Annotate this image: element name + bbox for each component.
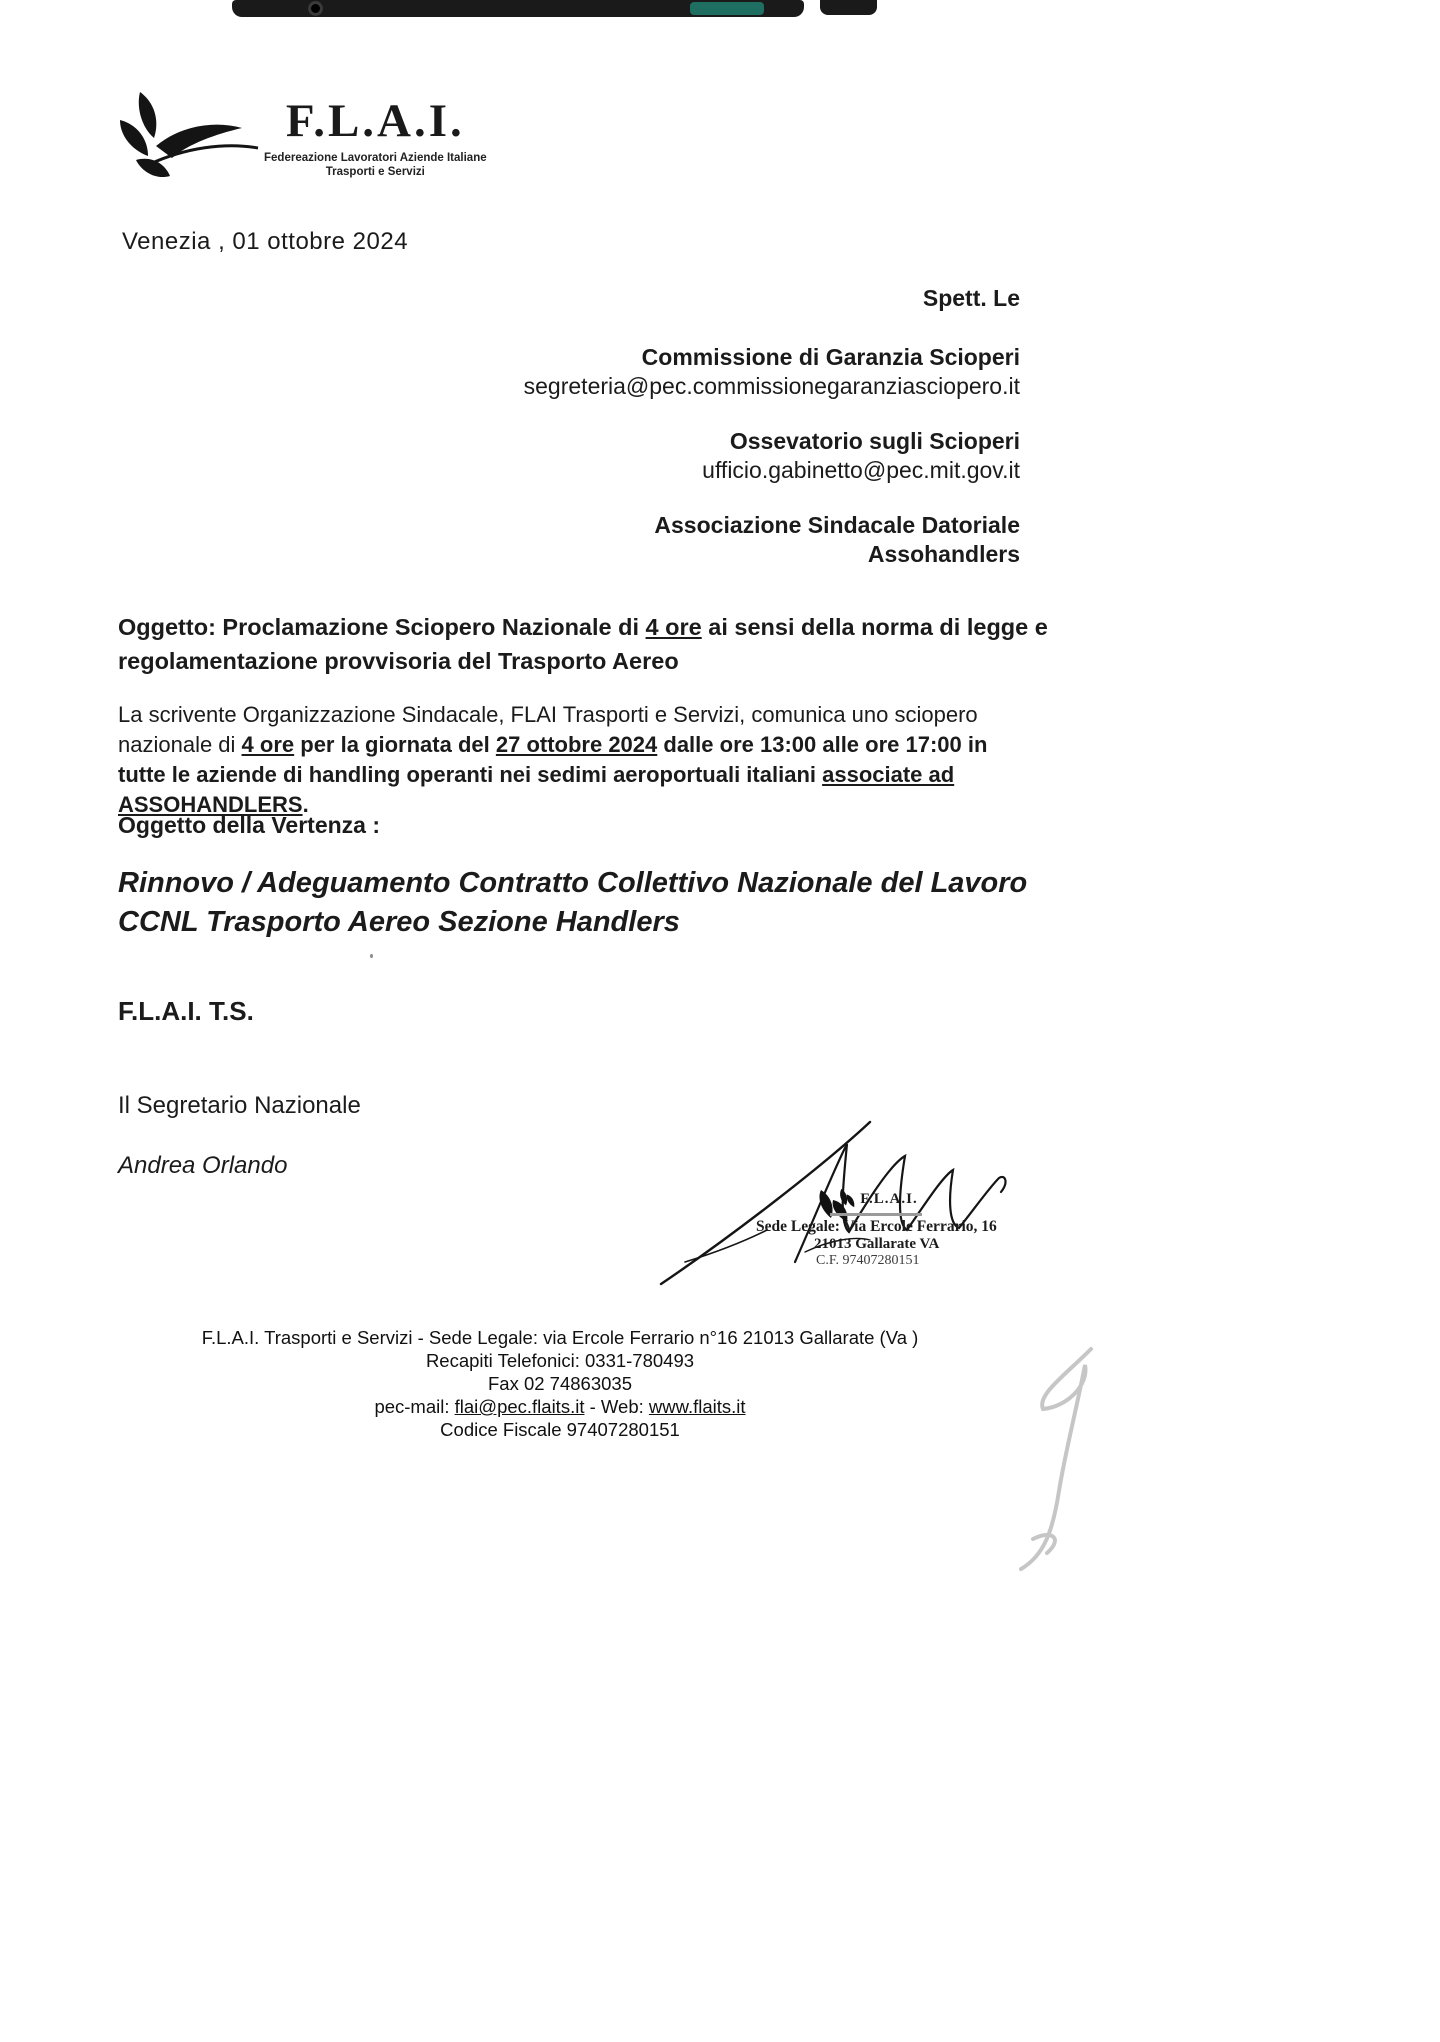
strike-duration: 4 ore	[241, 732, 295, 757]
pen-flourish-artifact	[1003, 1343, 1103, 1573]
letterhead-text	[264, 86, 487, 179]
recipient-email: ufficio.gabinetto@pec.mit.gov.it	[702, 457, 1020, 483]
recipient-name: Ossevatorio sugli Scioperi	[729, 428, 1020, 454]
company-stamp	[756, 1186, 996, 1269]
body-seg: La scrivente Organizzazione Sindacale, FLAI Trasporti e Servizi, comunica uno sciopero nazionale di	[118, 702, 978, 757]
salutation: Spett. Le	[922, 285, 1020, 311]
flai-leaves-icon	[110, 86, 260, 196]
web-label: - Web:	[584, 1396, 649, 1417]
pec-label: pec-mail:	[374, 1396, 455, 1417]
org-subtitle-2: Trasporti e Servizi	[325, 166, 425, 178]
recipient-name-2: Assohandlers	[867, 541, 1020, 567]
footer-block	[180, 1326, 940, 1441]
org-subtitle-1: Federeazione Lavoratori Aziende Italiane	[264, 152, 487, 164]
body-seg: per la giornata del	[294, 732, 496, 757]
website-link: www.flaits.it	[648, 1396, 746, 1417]
footer-fax: Fax 02 74863035	[487, 1373, 632, 1394]
recipient-name: Commissione di Garanzia Scioperi	[641, 344, 1020, 370]
footer-contacts	[180, 1395, 940, 1418]
body-seg: dalle ore 13:00 alle ore 17:00 in tutte le aziende di handling operanti nei sedimi aeroportuali italiani	[118, 732, 988, 787]
stamp-fiscal-code: C.F. 97407280151	[816, 1253, 920, 1268]
recipient-2	[524, 427, 1020, 485]
subject-duration: 4 ore	[645, 614, 702, 640]
body-seg: .	[302, 792, 309, 817]
scanner-top-bar-right	[820, 0, 877, 15]
footer-address: F.L.A.I. Trasporti e Servizi - Sede Legale: via Ercole Ferrario n°16 21013 Gallarate (Va )	[201, 1327, 919, 1348]
stamp-microtext	[830, 1213, 922, 1216]
signer-name: Andrea Orlando	[118, 1152, 288, 1179]
footer-fiscal-code: Codice Fiscale 97407280151	[440, 1419, 680, 1440]
scanner-teal-chip	[690, 2, 764, 15]
vertenza-label: Oggetto della Vertenza :	[118, 812, 380, 838]
subject-paragraph	[118, 610, 1053, 678]
stamp-leaves-icon	[834, 1186, 856, 1212]
subject-seg: ai sensi della norma di legge e regolamentazione provvisoria del Trasporto Aereo	[118, 614, 1048, 674]
recipient-3	[524, 511, 1020, 569]
vertenza-text: Rinnovo / Adeguamento Contratto Collettivo Nazionale del Lavoro CCNL Trasporto Aereo Sezione Handlers	[118, 867, 1028, 938]
body-paragraph	[118, 700, 1038, 820]
recipient-email: segreteria@pec.commissionegaranziasciopero.it	[523, 373, 1020, 399]
association-ref: associate ad ASSOHANDLERS	[118, 762, 955, 817]
recipient-1	[524, 343, 1020, 401]
footer-phone: Recapiti Telefonici: 0331-780493	[425, 1350, 695, 1371]
org-name: F.L.A.I.	[285, 95, 465, 147]
recipients-block	[524, 284, 1020, 595]
scan-artifact-dot	[370, 954, 373, 958]
dateline: Venezia , 01 ottobre 2024	[122, 228, 409, 255]
stamp-org-name: F.L.A.I.	[860, 1190, 918, 1207]
stamp-logo-row	[756, 1186, 996, 1212]
signer-role: Il Segretario Nazionale	[118, 1092, 361, 1119]
pec-email-link: flai@pec.flaits.it	[454, 1396, 585, 1417]
recipient-name: Associazione Sindacale Datoriale	[654, 512, 1020, 538]
stamp-address: Sede Legale: Via Ercole Ferrario, 16	[756, 1218, 997, 1235]
strike-date: 27 ottobre 2024	[495, 732, 658, 757]
stamp-city: 21013 Gallarate VA	[814, 1236, 940, 1252]
org-signoff: F.L.A.I. T.S.	[118, 996, 254, 1026]
scanner-camera-dot	[308, 1, 323, 16]
letterhead-logo	[110, 86, 487, 196]
subject-seg: Oggetto: Proclamazione Sciopero Nazionale di	[118, 614, 646, 640]
